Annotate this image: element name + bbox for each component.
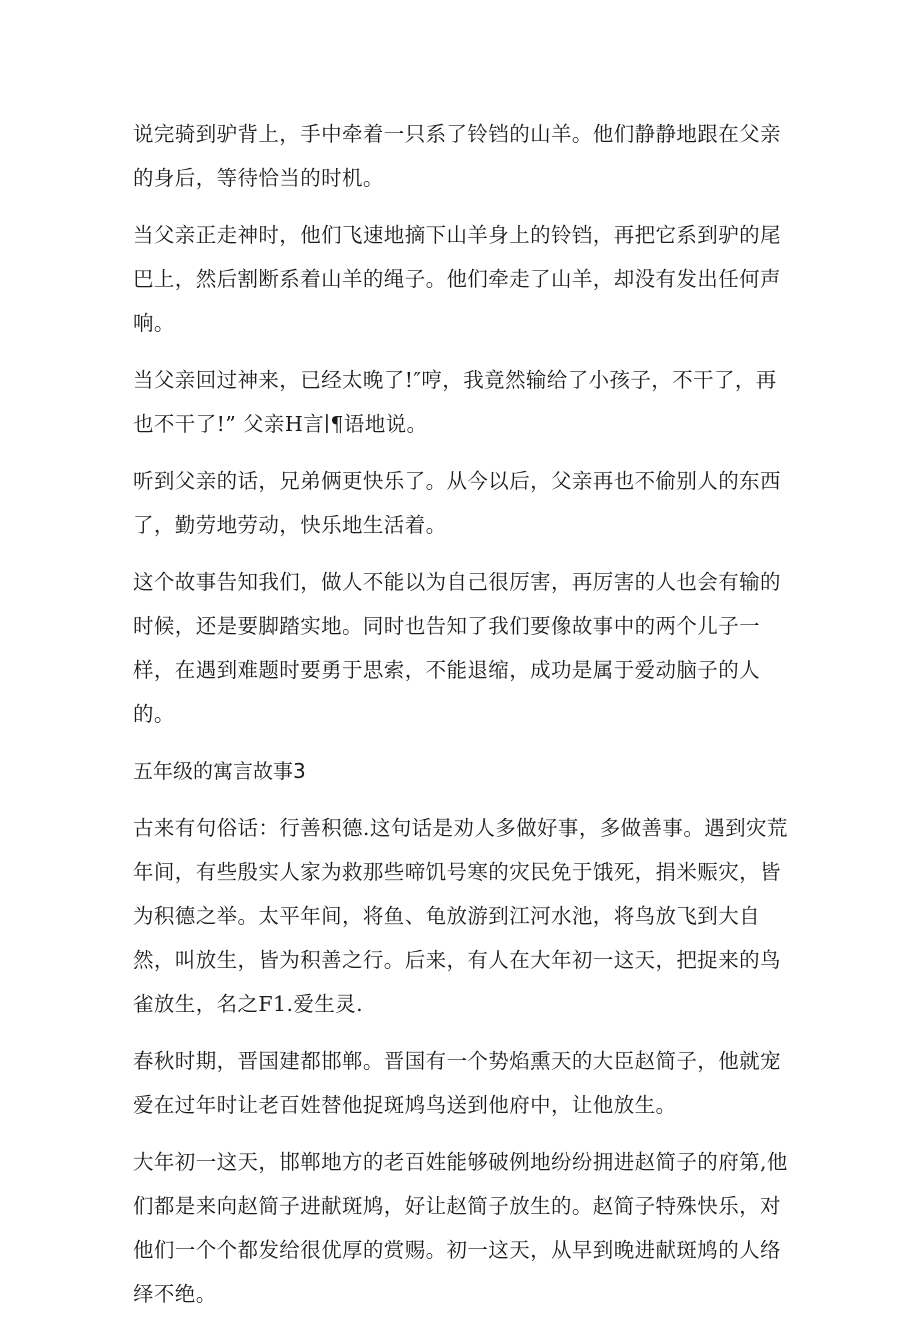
paragraph: 春秋时期，晋国建都邯郸。晋国有一个势焰熏天的大臣赵简子，他就宠爱在过年时让老百姓替他捉斑鸠鸟送到他府中，让他放生。 xyxy=(133,1049,781,1117)
section-heading: 五年级的寓言故事3 xyxy=(133,759,306,783)
paragraph: 这个故事告知我们，做人不能以为自己很厉害，再厉害的人也会有输的时候，还是要脚踏实地。同时也告知了我们要像故事中的两个儿子一样，在遇到难题时要勇于思索，不能退缩，成功是属于爱动脑子的人的。 xyxy=(133,570,781,726)
paragraph: 古来有句俗话：行善积德.这句话是劝人多做好事，多做善事。遇到灾荒年间，有些殷实人家为救那些啼饥号寒的灾民免于饿死，捐米赈灾，皆为积德之举。太平年间，将鱼、龟放游到江河水池，将鸟放飞到大自然，叫放生，皆为积善之行。后来，有人在大年初一这天，把捉来的鸟雀放生，名之F1.爱生灵. xyxy=(133,816,788,1016)
document-body xyxy=(133,112,793,1329)
paragraph: 说完骑到驴背上，手中牵着一只系了铃铛的山羊。他们静静地跟在父亲的身后，等待恰当的时机。 xyxy=(133,122,781,190)
paragraph: 听到父亲的话，兄弟俩更快乐了。从今以后，父亲再也不偷别人的东西了，勤劳地劳动，快乐地生活着。 xyxy=(133,469,781,537)
paragraph: 当父亲正走神时，他们飞速地摘下山羊身上的铃铛，再把它系到驴的尾巴上，然后割断系着山羊的绳子。他们牵走了山羊，却没有发出任何声响。 xyxy=(133,223,781,335)
paragraph: 当父亲回过神来，已经太晚了!″哼，我竟然输给了小孩子，不干了，再也不干了!” 父亲H言∣¶语地说。 xyxy=(133,368,777,436)
paragraph: 大年初一这天，邯郸地方的老百姓能够破例地纷纷拥进赵简子的府第,他们都是来向赵简子进献斑鸠，好让赵简子放生的。赵简子特殊快乐，对他们一个个都发给很优厚的赏赐。初一这天，从早到晚进献斑鸠的人络绎不绝。 xyxy=(133,1150,788,1306)
